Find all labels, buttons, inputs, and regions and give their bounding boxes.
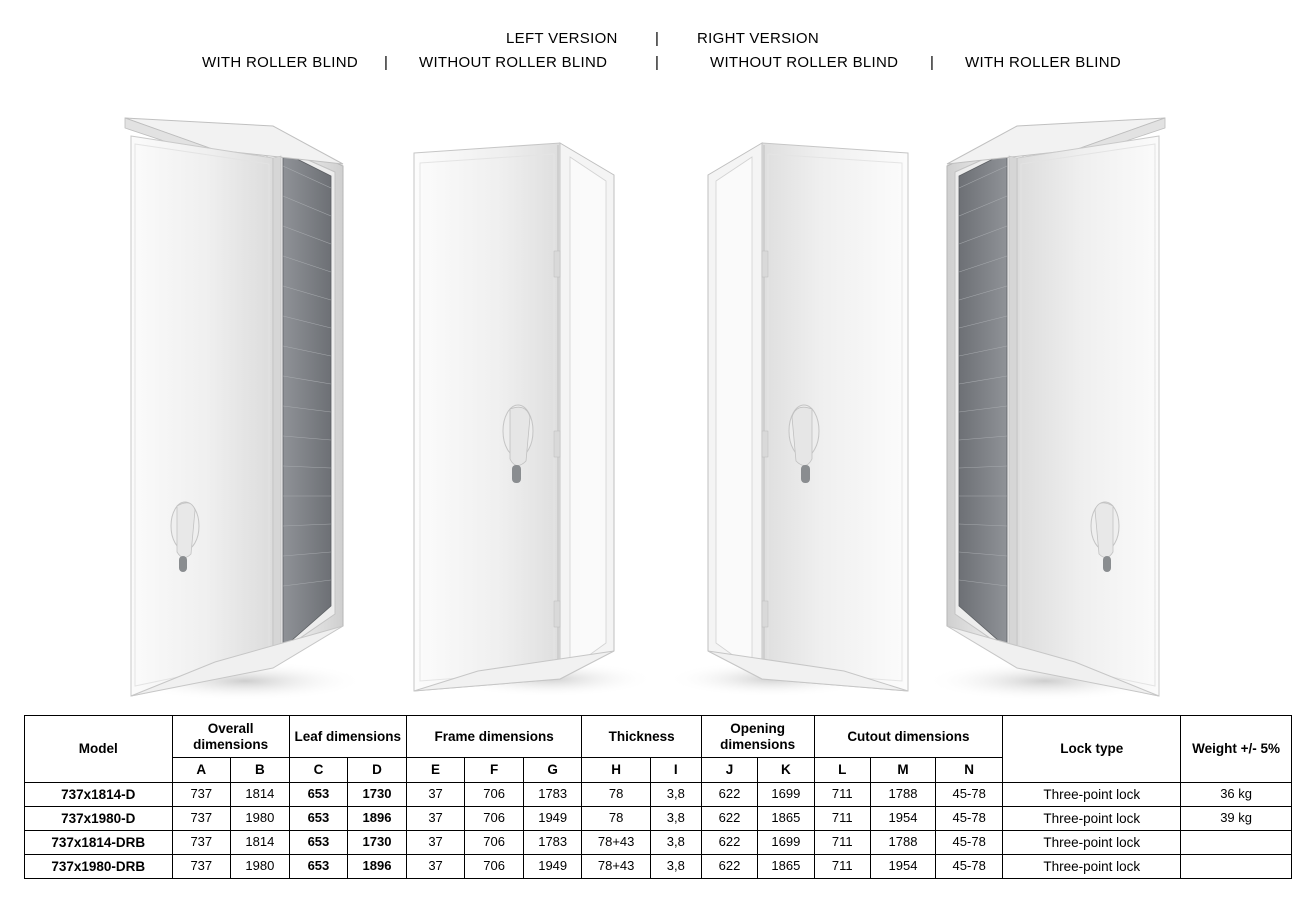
cell-M: 1954 <box>870 807 935 831</box>
cell-L: 711 <box>814 783 870 807</box>
header-left-version: LEFT VERSION <box>506 30 618 47</box>
cell-K: 1699 <box>758 831 814 855</box>
cell-K: 1865 <box>758 807 814 831</box>
cell-E: 37 <box>406 783 465 807</box>
cell-C: 653 <box>289 807 348 831</box>
cell-G: 1783 <box>523 783 582 807</box>
th-sub-L: L <box>814 758 870 783</box>
th-opening-dimensions: Opening dimensions <box>701 716 814 758</box>
version-headers <box>0 30 1311 86</box>
th-sub-M: M <box>870 758 935 783</box>
cell-G: 1949 <box>523 855 582 879</box>
cell-A: 737 <box>172 831 231 855</box>
cell-A: 737 <box>172 807 231 831</box>
cell-I: 3,8 <box>650 855 701 879</box>
cell-B: 1980 <box>231 855 290 879</box>
cell-I: 3,8 <box>650 831 701 855</box>
cell-M: 1954 <box>870 855 935 879</box>
cell-L: 711 <box>814 807 870 831</box>
cell-K: 1865 <box>758 855 814 879</box>
product-image-strip <box>0 86 1311 706</box>
cell-E: 37 <box>406 855 465 879</box>
th-sub-B: B <box>231 758 290 783</box>
cell-F: 706 <box>465 783 524 807</box>
cell-J: 622 <box>701 807 757 831</box>
th-sub-I: I <box>650 758 701 783</box>
cell-B: 1814 <box>231 783 290 807</box>
cell-G: 1949 <box>523 807 582 831</box>
th-sub-J: J <box>701 758 757 783</box>
th-sub-C: C <box>289 758 348 783</box>
cell-model: 737x1980-DRB <box>25 855 173 879</box>
cell-C: 653 <box>289 831 348 855</box>
th-sub-E: E <box>406 758 465 783</box>
cell-H: 78+43 <box>582 855 650 879</box>
th-overall-dimensions: Overall dimensions <box>172 716 289 758</box>
door-left-with-roller-blind <box>95 106 360 706</box>
cell-F: 706 <box>465 807 524 831</box>
th-sub-F: F <box>465 758 524 783</box>
cell-K: 1699 <box>758 783 814 807</box>
cell-D: 1896 <box>348 807 407 831</box>
cell-A: 737 <box>172 783 231 807</box>
header-separator-1: | <box>384 54 389 71</box>
th-sub-N: N <box>936 758 1003 783</box>
cell-L: 711 <box>814 831 870 855</box>
th-frame-dimensions: Frame dimensions <box>406 716 582 758</box>
cell-N: 45-78 <box>936 831 1003 855</box>
cell-E: 37 <box>406 807 465 831</box>
cell-model: 737x1814-D <box>25 783 173 807</box>
cell-lock-type: Three-point lock <box>1003 855 1181 879</box>
header-col2-without-roller-blind: WITHOUT ROLLER BLIND <box>419 54 608 71</box>
door-left-without-roller-blind <box>400 131 650 706</box>
header-col3-without-roller-blind: WITHOUT ROLLER BLIND <box>710 54 899 71</box>
cell-H: 78 <box>582 807 650 831</box>
cell-J: 622 <box>701 783 757 807</box>
cell-H: 78+43 <box>582 831 650 855</box>
header-col4-with-roller-blind: WITH ROLLER BLIND <box>965 54 1121 71</box>
th-sub-D: D <box>348 758 407 783</box>
cell-weight <box>1181 831 1292 855</box>
cell-C: 653 <box>289 783 348 807</box>
table-row <box>25 783 1292 807</box>
cell-lock-type: Three-point lock <box>1003 831 1181 855</box>
cell-F: 706 <box>465 855 524 879</box>
cell-D: 1730 <box>348 831 407 855</box>
header-right-version: RIGHT VERSION <box>697 30 819 47</box>
cell-model: 737x1814-DRB <box>25 831 173 855</box>
header-separator-2: | <box>655 54 660 71</box>
cell-lock-type: Three-point lock <box>1003 807 1181 831</box>
th-sub-A: A <box>172 758 231 783</box>
cell-weight <box>1181 855 1292 879</box>
th-lock-type: Lock type <box>1003 716 1181 783</box>
th-sub-G: G <box>523 758 582 783</box>
th-sub-K: K <box>758 758 814 783</box>
specifications-table-wrapper <box>24 715 1292 879</box>
cell-B: 1814 <box>231 831 290 855</box>
th-model: Model <box>25 716 173 783</box>
cell-I: 3,8 <box>650 783 701 807</box>
cell-model: 737x1980-D <box>25 807 173 831</box>
cell-J: 622 <box>701 855 757 879</box>
cell-N: 45-78 <box>936 855 1003 879</box>
cell-D: 1896 <box>348 855 407 879</box>
cell-E: 37 <box>406 831 465 855</box>
cell-J: 622 <box>701 831 757 855</box>
header-col1-with-roller-blind: WITH ROLLER BLIND <box>202 54 358 71</box>
cell-B: 1980 <box>231 807 290 831</box>
th-cutout-dimensions: Cutout dimensions <box>814 716 1003 758</box>
cell-weight: 39 kg <box>1181 807 1292 831</box>
cell-G: 1783 <box>523 831 582 855</box>
cell-D: 1730 <box>348 783 407 807</box>
cell-lock-type: Three-point lock <box>1003 783 1181 807</box>
cell-N: 45-78 <box>936 783 1003 807</box>
cell-weight: 36 kg <box>1181 783 1292 807</box>
th-leaf-dimensions: Leaf dimensions <box>289 716 406 758</box>
table-row <box>25 831 1292 855</box>
cell-N: 45-78 <box>936 807 1003 831</box>
cell-H: 78 <box>582 783 650 807</box>
cell-L: 711 <box>814 855 870 879</box>
table-row <box>25 855 1292 879</box>
cell-A: 737 <box>172 855 231 879</box>
header-separator-top: | <box>655 30 660 47</box>
th-sub-H: H <box>582 758 650 783</box>
cell-C: 653 <box>289 855 348 879</box>
header-separator-3: | <box>930 54 935 71</box>
cell-M: 1788 <box>870 831 935 855</box>
th-thickness: Thickness <box>582 716 701 758</box>
door-right-with-roller-blind <box>930 106 1195 706</box>
door-right-without-roller-blind <box>672 131 922 706</box>
cell-M: 1788 <box>870 783 935 807</box>
table-row <box>25 807 1292 831</box>
cell-F: 706 <box>465 831 524 855</box>
specifications-table <box>24 715 1292 879</box>
th-weight: Weight +/- 5% <box>1181 716 1292 783</box>
cell-I: 3,8 <box>650 807 701 831</box>
